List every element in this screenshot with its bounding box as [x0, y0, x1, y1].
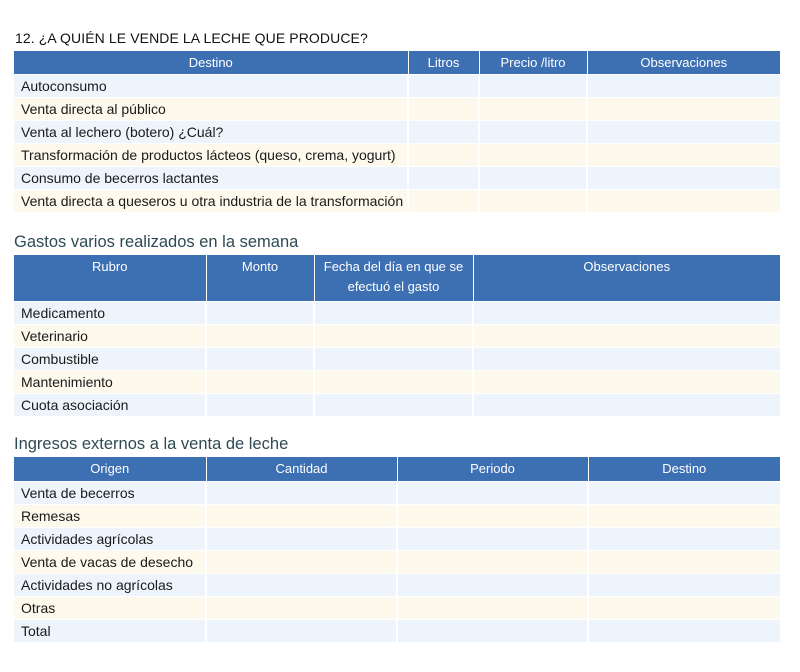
precio-cell[interactable]: [479, 98, 587, 121]
milk-sales-table: [14, 51, 780, 212]
cantidad-cell[interactable]: [206, 505, 397, 528]
row-label: Mantenimiento: [14, 371, 206, 394]
precio-cell[interactable]: [479, 190, 587, 213]
row-label: Actividades agrícolas: [14, 528, 206, 551]
table-row: [14, 121, 780, 144]
observaciones-cell[interactable]: [473, 371, 780, 394]
section-title-ingresos: Ingresos externos a la venta de leche: [14, 435, 289, 453]
destino-cell[interactable]: [588, 505, 780, 528]
column-header-litros: Litros: [408, 51, 479, 75]
column-header-precio-litro: Precio /litro: [479, 51, 587, 75]
observaciones-cell[interactable]: [473, 348, 780, 371]
table-row: [14, 302, 780, 325]
precio-cell[interactable]: [479, 121, 587, 144]
column-header-periodo: Periodo: [397, 457, 588, 482]
row-label: Cuota asociación: [14, 394, 206, 417]
table-row: [14, 574, 780, 597]
table-row: [14, 371, 780, 394]
fecha-cell[interactable]: [314, 371, 473, 394]
litros-cell[interactable]: [408, 190, 479, 213]
destino-cell[interactable]: [588, 482, 780, 505]
observaciones-cell[interactable]: [587, 75, 780, 98]
observaciones-cell[interactable]: [587, 190, 780, 213]
precio-cell[interactable]: [479, 144, 587, 167]
observaciones-cell[interactable]: [587, 121, 780, 144]
row-label: Venta de becerros: [14, 482, 206, 505]
periodo-cell[interactable]: [397, 597, 588, 620]
periodo-cell[interactable]: [397, 551, 588, 574]
row-label: Venta directa a queseros u otra industria de la transformación: [14, 190, 408, 213]
row-label: Transformación de productos lácteos (queso, crema, yogurt): [14, 144, 408, 167]
litros-cell[interactable]: [408, 75, 479, 98]
litros-cell[interactable]: [408, 167, 479, 190]
monto-cell[interactable]: [206, 325, 314, 348]
column-header-observaciones: Observaciones: [587, 51, 780, 75]
expenses-table: [14, 255, 780, 416]
observaciones-cell[interactable]: [473, 394, 780, 417]
destino-cell[interactable]: [588, 528, 780, 551]
column-header-destino: Destino: [588, 457, 780, 482]
observaciones-cell[interactable]: [473, 325, 780, 348]
row-label: Medicamento: [14, 302, 206, 325]
column-header-observaciones: Observaciones: [473, 255, 780, 302]
table-row: [14, 620, 780, 643]
periodo-cell[interactable]: [397, 528, 588, 551]
cantidad-cell[interactable]: [206, 551, 397, 574]
periodo-cell[interactable]: [397, 620, 588, 643]
periodo-cell[interactable]: [397, 482, 588, 505]
cantidad-cell[interactable]: [206, 528, 397, 551]
litros-cell[interactable]: [408, 144, 479, 167]
table-row: [14, 167, 780, 190]
observaciones-cell[interactable]: [587, 98, 780, 121]
row-label: Venta directa al público: [14, 98, 408, 121]
fecha-cell[interactable]: [314, 394, 473, 417]
row-label: Actividades no agrícolas: [14, 574, 206, 597]
fecha-cell[interactable]: [314, 302, 473, 325]
table-row: [14, 325, 780, 348]
cantidad-cell[interactable]: [206, 574, 397, 597]
monto-cell[interactable]: [206, 394, 314, 417]
row-label: Remesas: [14, 505, 206, 528]
destino-cell[interactable]: [588, 597, 780, 620]
destino-cell[interactable]: [588, 574, 780, 597]
table-row: [14, 348, 780, 371]
table-row: [14, 144, 780, 167]
table-row: [14, 190, 780, 213]
fecha-cell[interactable]: [314, 325, 473, 348]
row-label: Consumo de becerros lactantes: [14, 167, 408, 190]
column-header-origen: Origen: [14, 457, 206, 482]
row-label: Total: [14, 620, 206, 643]
periodo-cell[interactable]: [397, 574, 588, 597]
column-header-destino: Destino: [14, 51, 408, 75]
table-row: [14, 505, 780, 528]
column-header-monto: Monto: [206, 255, 314, 302]
litros-cell[interactable]: [408, 121, 479, 144]
destino-cell[interactable]: [588, 620, 780, 643]
table-row: [14, 394, 780, 417]
row-label: Autoconsumo: [14, 75, 408, 98]
row-label: Otras: [14, 597, 206, 620]
monto-cell[interactable]: [206, 348, 314, 371]
table-row: [14, 75, 780, 98]
table-row: [14, 482, 780, 505]
external-income-table: [14, 457, 780, 642]
precio-cell[interactable]: [479, 167, 587, 190]
monto-cell[interactable]: [206, 371, 314, 394]
observaciones-cell[interactable]: [587, 144, 780, 167]
observaciones-cell[interactable]: [473, 302, 780, 325]
section-title-gastos: Gastos varios realizados en la semana: [14, 233, 299, 251]
question-title: 12. ¿A QUIÉN LE VENDE LA LECHE QUE PRODUCE?: [15, 30, 368, 46]
table-row: [14, 597, 780, 620]
fecha-cell[interactable]: [314, 348, 473, 371]
cantidad-cell[interactable]: [206, 620, 397, 643]
litros-cell[interactable]: [408, 98, 479, 121]
table-row: [14, 551, 780, 574]
periodo-cell[interactable]: [397, 505, 588, 528]
row-label: Venta de vacas de desecho: [14, 551, 206, 574]
table-row: [14, 98, 780, 121]
row-label: Venta al lechero (botero) ¿Cuál?: [14, 121, 408, 144]
cantidad-cell[interactable]: [206, 597, 397, 620]
monto-cell[interactable]: [206, 302, 314, 325]
column-header-fecha: Fecha del día en que se efectuó el gasto: [314, 255, 473, 302]
table-row: [14, 528, 780, 551]
row-label: Combustible: [14, 348, 206, 371]
column-header-cantidad: Cantidad: [206, 457, 397, 482]
destino-cell[interactable]: [588, 551, 780, 574]
column-header-rubro: Rubro: [14, 255, 206, 302]
observaciones-cell[interactable]: [587, 167, 780, 190]
row-label: Veterinario: [14, 325, 206, 348]
precio-cell[interactable]: [479, 75, 587, 98]
cantidad-cell[interactable]: [206, 482, 397, 505]
